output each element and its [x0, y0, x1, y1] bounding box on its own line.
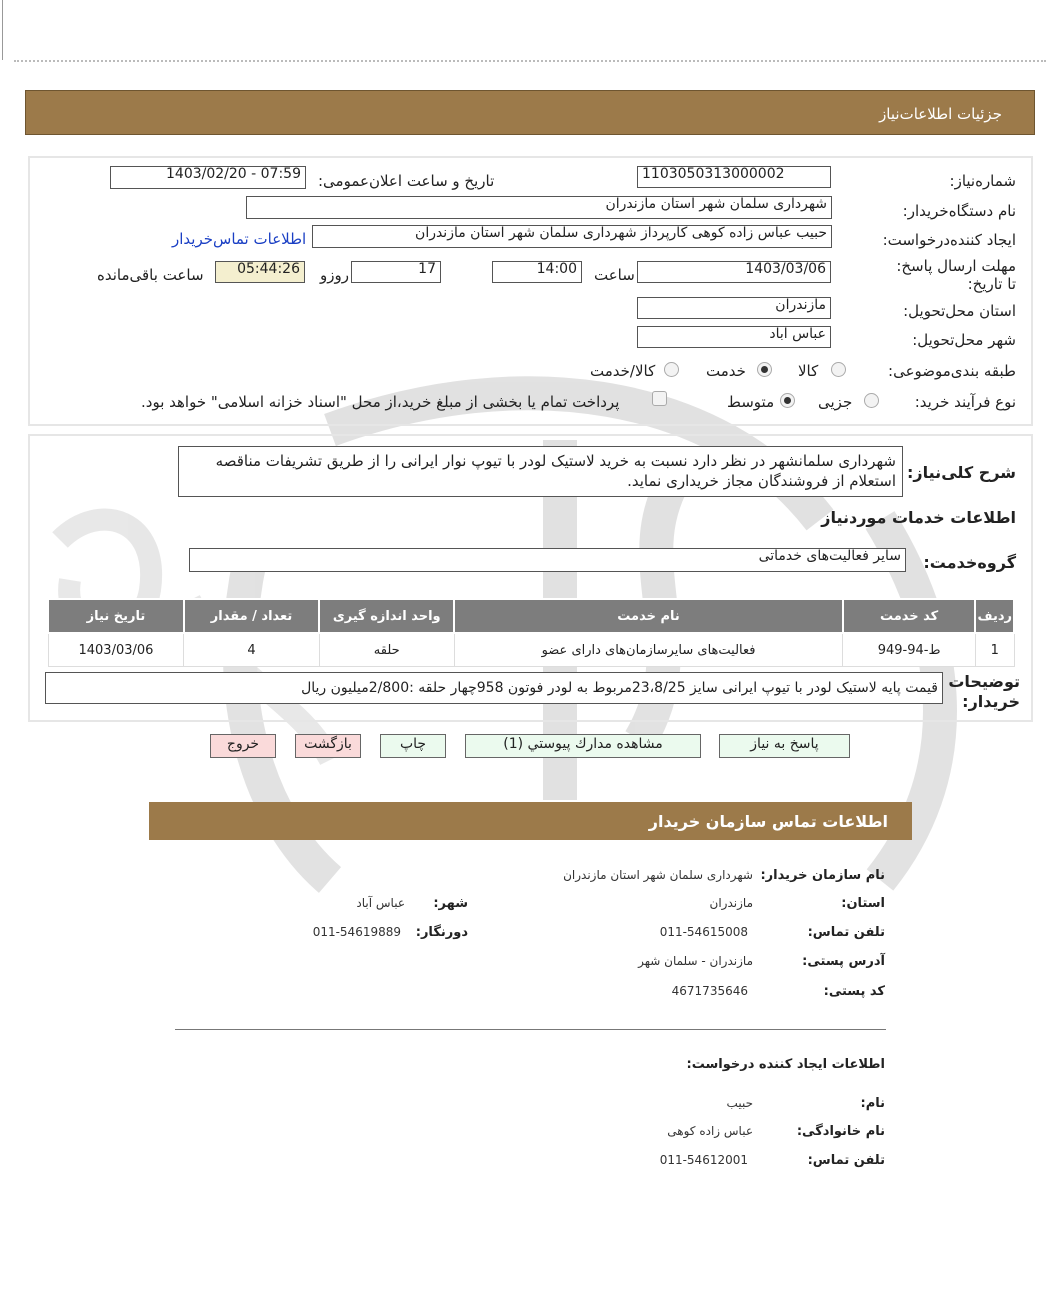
service-group-field: سایر فعالیت‌های خدماتی [189, 548, 906, 572]
buyer-notes-text: قیمت پایه لاستیک لودر با تیوپ ایرانی سایز 23،8/25مربوط به لودر فوتون 958چهار حلقه :2/800میلیون ریال [45, 672, 943, 704]
reply-button[interactable]: پاسخ به نیاز [719, 734, 850, 758]
contact-province-label: استان: [841, 896, 885, 911]
days-field: 17 [351, 261, 441, 283]
payment-note: پرداخت تمام یا بخشی از مبلغ خرید،از محل "اسناد خزانه اسلامی" خواهد بود. [141, 393, 620, 411]
print-button[interactable]: چاپ [380, 734, 446, 758]
creator-family-label: نام خانوادگی: [796, 1124, 885, 1139]
exit-button[interactable]: خروج [210, 734, 276, 758]
col-row: ردیف [975, 599, 1014, 633]
top-divider [14, 60, 1046, 62]
creator-name: حبیب [726, 1096, 753, 1110]
creator-phone: 011-54612001 [659, 1153, 748, 1167]
window-edge [2, 0, 3, 60]
cell-service-code: ط-94-949 [843, 633, 976, 667]
city-field: عباس آباد [637, 326, 831, 348]
contact-fax-label: دورنگار: [415, 925, 468, 940]
contact-address: مازندران - سلمان شهر [638, 954, 753, 968]
process-label: نوع فرآیند خرید: [914, 393, 1016, 411]
col-service-code: کد خدمت [843, 599, 976, 633]
back-button[interactable]: بازگشت [295, 734, 361, 758]
contact-phone: 011-54615008 [659, 925, 748, 939]
attachments-button[interactable]: مشاهده مدارك پيوستي (1) [465, 734, 701, 758]
deadline-time-field: 14:00 [492, 261, 582, 283]
creator-info-heading: اطلاعات ایجاد کننده درخواست: [686, 1057, 885, 1072]
announce-field: 1403/02/20 - 07:59 [110, 166, 306, 189]
contact-title: اطلاعات تماس سازمان خریدار [648, 812, 888, 831]
contact-city-label: شهر: [433, 896, 468, 911]
deadline-label: مهلت ارسال پاسخ: تا تاریخ: [896, 257, 1016, 293]
process-radio-minor[interactable] [864, 393, 879, 408]
process-radio-medium[interactable] [780, 393, 795, 408]
process-minor-label: جزیی [818, 393, 853, 411]
province-label: استان محل‌تحویل: [903, 302, 1016, 320]
page-title: جزئیات اطلاعات‌نیاز [879, 105, 1002, 123]
need-number-field: 1103050313000002 [637, 166, 831, 188]
table-row [48, 633, 1014, 667]
deadline-time-label: ساعت [594, 266, 635, 284]
col-service-name: نام خدمت [454, 599, 842, 633]
buyer-org-label: نام دستگاه‌خریدار: [902, 202, 1016, 220]
remaining-label: ساعت باقی‌مانده [97, 266, 204, 284]
province-field: مازندران [637, 297, 831, 319]
contact-city: عباس آباد [356, 896, 405, 910]
contact-province: مازندران [709, 896, 753, 910]
buyer-notes-label: توضیحات خریدار: [948, 672, 1020, 711]
category-goods-service-label: کالا/خدمت [590, 362, 656, 380]
description-text: شهرداری سلمانشهر در نظر دارد نسبت به خرید لاستیک لودر با تیوپ نوار ایرانی را از طریق تشریفات مناقصه استعلام از فروشندگان مجاز خریداری نماید. [178, 446, 903, 497]
announce-label: تاریخ و ساعت اعلان‌عمومی: [318, 172, 495, 190]
city-label: شهر محل‌تحویل: [912, 331, 1016, 349]
cell-need-date: 1403/03/06 [48, 633, 184, 667]
buyer-contact-link[interactable]: اطلاعات تماس‌خریدار [172, 230, 307, 248]
creator-label: ایجاد کننده‌درخواست: [882, 231, 1016, 249]
creator-phone-label: تلفن تماس: [807, 1153, 885, 1168]
deadline-date-field: 1403/03/06 [637, 261, 831, 283]
days-label: روزو [320, 266, 349, 284]
creator-field: حبیب عباس زاده کوهی کارپرداز شهرداری سلمان شهر استان مازندران [312, 225, 832, 248]
contact-divider [175, 1029, 886, 1030]
contact-phone-label: تلفن تماس: [807, 925, 885, 940]
details-header [25, 90, 1035, 135]
process-medium-label: متوسط [727, 393, 775, 411]
cell-service-name: فعالیت‌های سایرسازمان‌های دارای عضو [454, 633, 842, 667]
table-header-row [48, 599, 1014, 633]
cell-row: 1 [975, 633, 1014, 667]
creator-name-label: نام: [860, 1096, 885, 1111]
category-goods-label: کالا [798, 362, 819, 380]
creator-family: عباس زاده کوهی [667, 1124, 753, 1138]
treasury-checkbox[interactable] [652, 391, 667, 406]
remaining-time-field: 05:44:26 [215, 261, 305, 283]
buyer-org-field: شهرداری سلمان شهر استان مازندران [246, 196, 832, 219]
services-table [47, 598, 1015, 667]
cell-quantity: 4 [184, 633, 319, 667]
category-radio-goods[interactable] [831, 362, 846, 377]
col-unit: واحد اندازه گیری [319, 599, 454, 633]
col-quantity: تعداد / مقدار [184, 599, 319, 633]
category-label: طبقه بندی‌موضوعی: [888, 362, 1016, 380]
description-label: شرح کلی‌نیاز: [907, 463, 1016, 482]
contact-postal-label: کد پستی: [823, 984, 885, 999]
category-radio-goods-service[interactable] [664, 362, 679, 377]
contact-fax: 011-54619889 [312, 925, 401, 939]
cell-unit: حلقه [319, 633, 454, 667]
category-service-label: خدمت [706, 362, 746, 380]
col-need-date: تاریخ نیاز [48, 599, 184, 633]
contact-org-label: نام سازمان خریدار: [760, 868, 885, 883]
services-heading: اطلاعات خدمات موردنیاز [821, 508, 1016, 527]
contact-header [149, 802, 912, 840]
service-group-label: گروه‌خدمت: [923, 553, 1016, 572]
need-number-label: شماره‌نیاز: [949, 172, 1016, 190]
contact-address-label: آدرس پستی: [802, 954, 885, 969]
category-radio-service[interactable] [757, 362, 772, 377]
contact-postal: 4671735646 [671, 984, 748, 998]
contact-org: شهرداری سلمان شهر استان مازندران [563, 868, 753, 882]
